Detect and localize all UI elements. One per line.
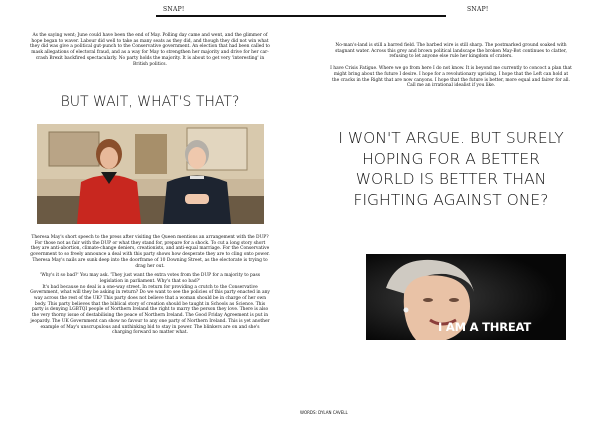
right-headline: I WON'T ARGUE. BUT SURELY HOPING FOR A BETTER WORLD IS BETTER THAN FIGHTING AGAINST ONE? <box>338 129 564 209</box>
right-body-paragraph-2: I have Crisis Fatigue. Where we go from here I do not know. It is beyond me currently to concoct a plan that might bring about the future I desire. I hope for a revolutionary uprising. I hope that the Left can hold at the cracks in the Right that are now canyons. I hope that the future is better, more equal and fairer for all. Call me an irrational idealist if you like. <box>330 66 572 89</box>
photo-caption: I AM A THREAT <box>438 320 531 334</box>
right-body <box>330 43 572 89</box>
left-body-paragraph-3: It's bad because no deal is a one-way street. In return for providing a crutch to the Conservative Government, what will they be asking in return? Do we want to see the policies of this party enacted in any way across the rest of the UK? This party does not believe that a woman should be in charge of her own body. This party believes that the biblical story of creation should be taught in Schools as Science. This party is denying LGBTQI people of Northern Ireland the right to marry the person they love. There is also the very thorny issue of destabilising the peace of Northern Ireland. The Good Friday Agreement is put in jeopardy. The UK Government can show no favour to any one party of Northern Ireland. This is yet another example of May's unscrupulous and unthinking bid to stay in power. The blinkers are on and she's charging forward no matter what. <box>30 284 270 336</box>
right-body-paragraph-1: No-man's-land is still a barred field. The barbed wire is still sharp. The postmarked ground soaked with stagnant water. Across this grey and brown political landscape the broken May-Bot continues to clatter, refusing to let anyone else rule her kingdom of craters. <box>335 43 567 60</box>
author-credit: WORDS: DYLAN CAVELL <box>300 410 348 415</box>
intro-text: As the saying went; June could have been the end of May. Polling day came and went, and the glimmer of hope began to waver. Labour did well to take as many seats as they did, and though they did not win what they did was give a political gut-punch to the Conservative government. An election that had been called to mask allegations of electoral fraud, and as a way for May to strengthen her majority and drive for her car-crash Brexit backfired spectacularly. No party holds the majority. It is about to get very 'interesting' in British politics. <box>30 33 270 67</box>
running-head-right: SNAP! <box>467 6 489 13</box>
left-body <box>30 235 270 336</box>
left-headline: BUT WAIT, WHAT'S THAT? <box>60 94 240 110</box>
running-head-left: SNAP! <box>163 6 185 13</box>
right-page <box>300 0 600 424</box>
foster-may-photo-graphic <box>37 124 264 224</box>
header-rule-left <box>156 15 300 17</box>
intro-paragraph <box>30 33 270 67</box>
may-threat-photo <box>366 254 566 340</box>
foster-may-photo <box>37 124 264 224</box>
header-rule-right <box>300 15 446 17</box>
left-body-paragraph-1: Theresa May's short speech to the press after visiting the Queen mentions an arrangement with the DUP? For those not as fair with the DUP or what they stand for, prepare for a shock. To cut a long story short they are anti-abortion, climate-change deniers, creationists, and anti-equal marriage. For the Conservative government to so freely announce a deal with this party shows how desperate they are to cling onto power. Theresa May's nails are sunk deep into the doorframe of 10 Downing Street, as the electorate is trying to drag her out. <box>30 235 270 269</box>
left-body-paragraph-2: 'Why's it so bad?' You may ask. 'They just want the extra votes from the DUP for a majority to pass legislation in parliament. Why's that so bad?' <box>40 273 260 284</box>
